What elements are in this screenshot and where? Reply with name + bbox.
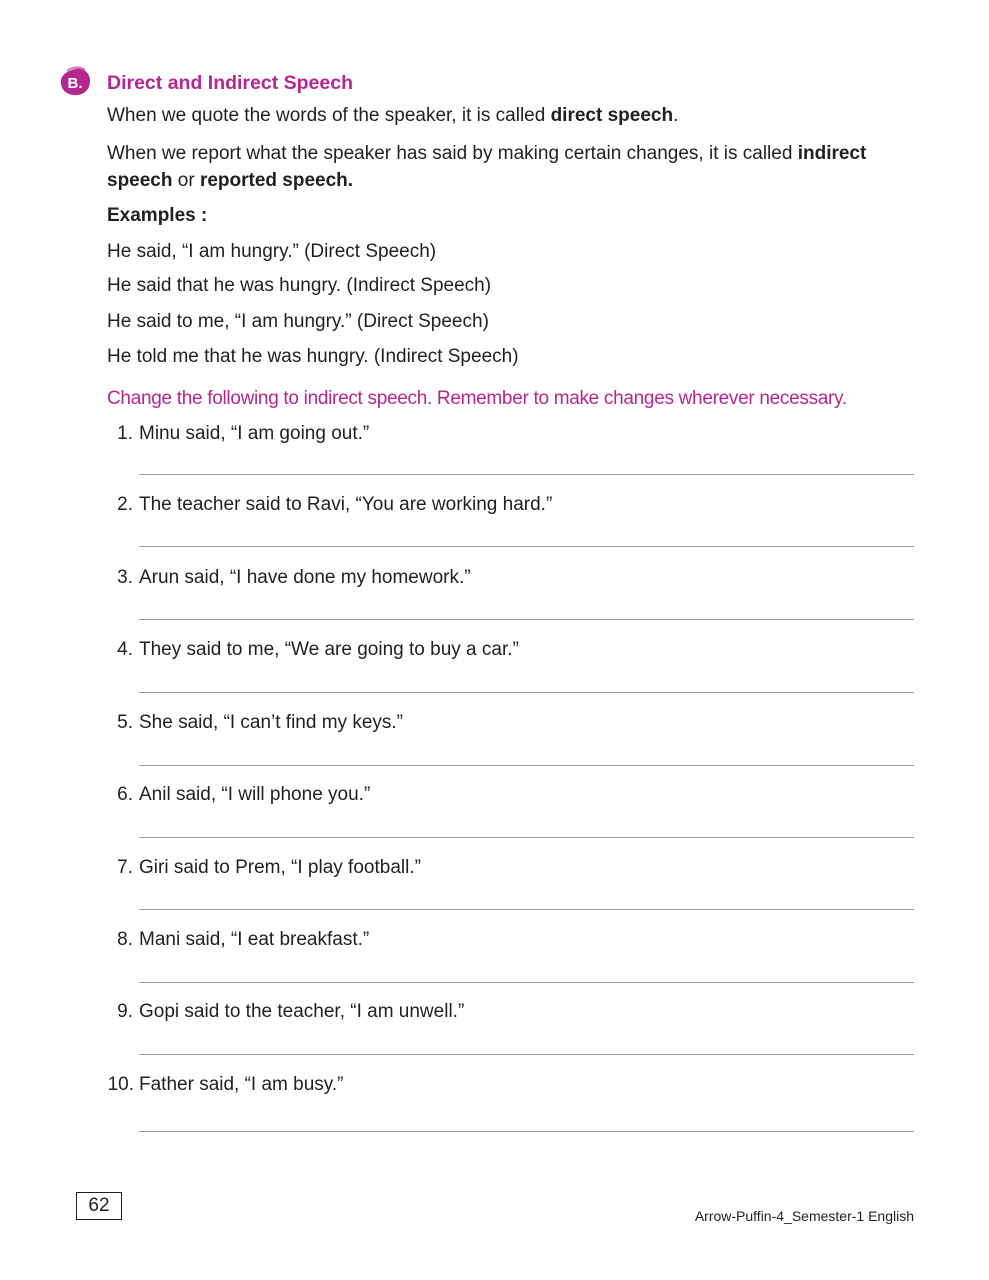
answer-line[interactable]	[139, 692, 914, 693]
example-line: He said, “I am hungry.” (Direct Speech)	[107, 241, 437, 262]
definition-direct-text: When we quote the words of the speaker, it is called	[107, 105, 551, 126]
question-text: The teacher said to Ravi, “You are working hard.”	[139, 494, 553, 515]
definition-direct-end: .	[673, 105, 679, 126]
question-text: She said, “I can’t find my keys.”	[139, 712, 403, 733]
answer-line[interactable]	[139, 765, 914, 766]
section-badge-icon	[58, 66, 92, 98]
question-number: 5.	[117, 712, 133, 733]
examples-heading: Examples :	[107, 205, 208, 226]
question-number: 7.	[117, 857, 133, 878]
term-indirect-speech: indirect speech	[107, 143, 867, 191]
exercise-instruction: Change the following to indirect speech. Remember to make changes wherever necessary.	[107, 388, 847, 409]
section-title: Direct and Indirect Speech	[107, 72, 353, 94]
question-text: Minu said, “I am going out.”	[139, 423, 370, 444]
question-text: Arun said, “I have done my homework.”	[139, 567, 471, 588]
question-text: Giri said to Prem, “I play football.”	[139, 857, 421, 878]
question-text: They said to me, “We are going to buy a car.”	[139, 639, 519, 660]
answer-line[interactable]	[139, 1054, 914, 1055]
question-text: Anil said, “I will phone you.”	[139, 784, 371, 805]
question-number: 9.	[117, 1001, 133, 1022]
question-number: 1.	[117, 423, 133, 444]
question-text: Father said, “I am busy.”	[139, 1074, 344, 1095]
definition-indirect-or: or	[172, 170, 200, 191]
answer-line[interactable]	[139, 474, 914, 475]
definition-indirect	[107, 140, 919, 194]
question-text: Mani said, “I eat breakfast.”	[139, 929, 370, 950]
answer-line[interactable]	[139, 837, 914, 838]
badge-letter: B.	[67, 75, 83, 92]
page-number-box: 62	[76, 1192, 122, 1220]
example-line: He said that he was hungry. (Indirect Speech)	[107, 275, 492, 296]
question-number: 2.	[117, 494, 133, 515]
definition-direct	[107, 102, 919, 129]
answer-line[interactable]	[139, 546, 914, 547]
example-line: He said to me, “I am hungry.” (Direct Speech)	[107, 311, 489, 332]
question-number: 6.	[117, 784, 133, 805]
answer-line[interactable]	[139, 909, 914, 910]
question-number: 3.	[117, 567, 133, 588]
term-direct-speech: direct speech	[550, 105, 674, 126]
question-number: 4.	[117, 639, 133, 660]
footer-book-title: Arrow-Puffin-4_Semester-1 English	[694, 1208, 914, 1224]
question-number: 8.	[117, 929, 133, 950]
definition-indirect-text: When we report what the speaker has said by making certain changes, it is called	[107, 143, 798, 164]
question-text: Gopi said to the teacher, “I am unwell.”	[139, 1001, 465, 1022]
answer-line[interactable]	[139, 619, 914, 620]
example-line: He told me that he was hungry. (Indirect Speech)	[107, 346, 519, 367]
question-number: 10.	[107, 1074, 134, 1095]
answer-line[interactable]	[139, 1131, 914, 1132]
term-reported-speech: reported speech.	[199, 170, 354, 191]
answer-line[interactable]	[139, 982, 914, 983]
